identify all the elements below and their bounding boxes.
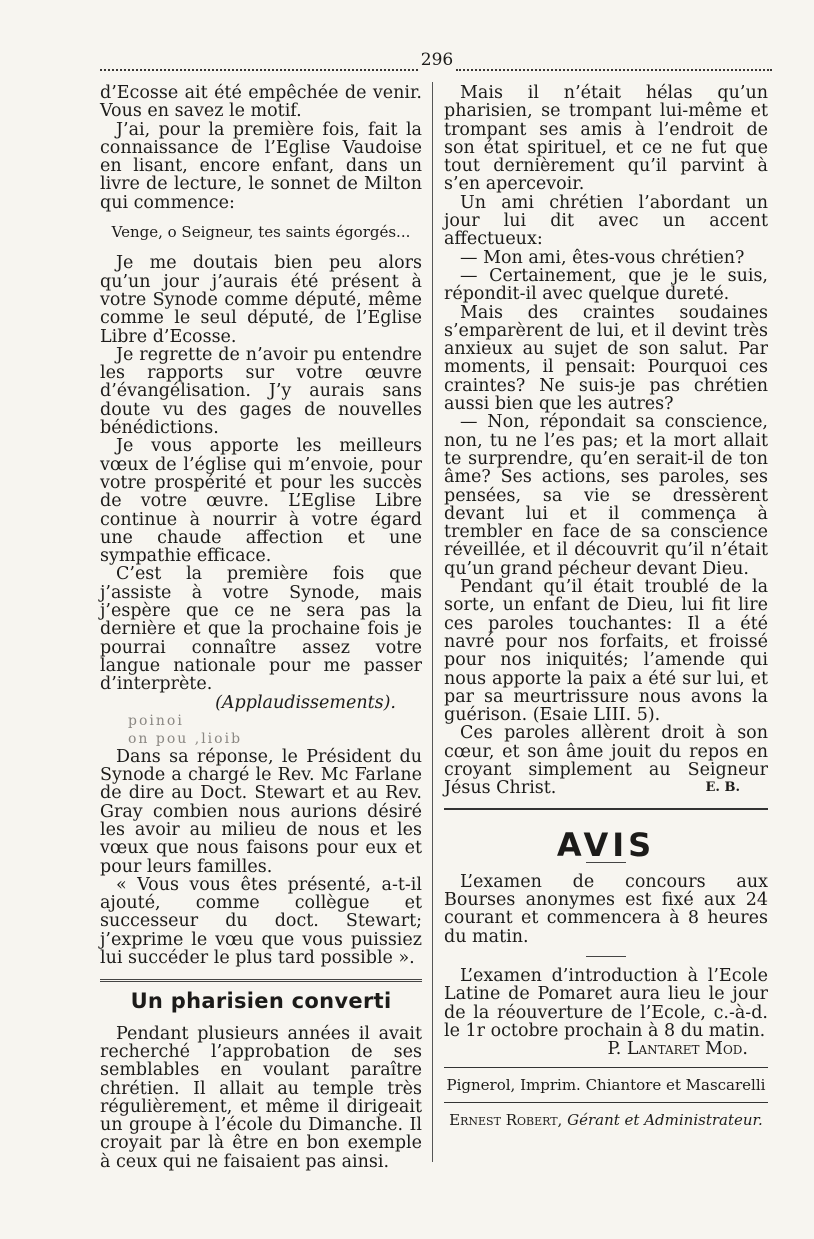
paragraph: — Non, répondait sa conscience, non, tu ne l’es pas; et la mort allait te surprendre, qu’en serait-il de ton âme? Ses actions, ses paroles, ses pensées, sa vie se dressèrent devant lui et il commença à trembler en face de sa conscience réveillée, et il découvrit qu’il n’était qu’un grand pécheur devant Dieu. (444, 412, 768, 579)
imprint-rule (444, 1102, 768, 1103)
paragraph (444, 724, 768, 797)
closing-text: Ces paroles allèrent droit à son cœur, et son âme jouit du repos en croyant simplement au Seigneur Jésus Christ. (444, 723, 768, 799)
dialogue-line: — Certainement, que je le suis, répondit-il avec quelque dureté. (444, 265, 768, 305)
paragraph: C’est la première fois que j’assiste à votre Synode, mais j’espère que ce ne sera pas la dernière et que la prochaine fois je pourrai connaître assez votre langue nationale pour me passer d’interprète. (100, 564, 422, 695)
imprint-rule (444, 1067, 768, 1068)
section-divider (100, 979, 422, 982)
editor-line (444, 1111, 768, 1129)
dialogue-line: — Mon ami, êtes-vous chrétien? (460, 247, 745, 268)
paragraph: J’ai, pour la première fois, fait la connaissance de l’Eglise Vaudoise en lisant, encore enfant, dans un livre de lecture, le sonnet de Milton qui commence: (100, 119, 422, 213)
header-dotted-line-right (456, 69, 772, 71)
avis-rule (444, 808, 768, 810)
paragraph: Je regrette de n’avoir pu entendre les rapports sur votre œuvre d’évangélisation. J’y aurais sans doute vu des gages de nouvelles bénédictions. (100, 344, 422, 439)
paragraph: « Vous vous êtes présenté, a-t-il ajouté, comme collègue et successeur du doct. Stewart; j’exprime le vœu que vous puissiez lui succéder le plus tard possible ». (100, 874, 422, 969)
right-column (444, 84, 768, 1129)
paragraph: Pendant plusieurs années il avait recherché l’approbation de ses semblables en voulant paraître chrétien. Il allait au temple très régulièrement, et même il dirigeait un groupe à l’école du Dimanche. Il croyait par là être en bon exemple à ceux qui ne faisaient pas ainsi. (100, 1023, 422, 1172)
milton-quote: Venge, o Seigneur, tes saints égorgés... (111, 223, 411, 242)
header-dotted-line-left (100, 69, 418, 71)
paragraph: Je vous apporte les meilleurs vœux de l’église qui m’envoie, pour votre prospérité et pour les succès de votre œuvre. L’Eglise Libre continue à nourrir à votre égard une chaude affection et une sympathie efficace. (100, 436, 422, 567)
paragraph: Dans sa réponse, le Président du Synode a chargé le Rev. Mc Farlane de dire au Doct. Stewart et au Rev. Gray combien nous aurions désiré les avoir au milieu de nous et les vœux que nous faisons pour eux et pour leurs familles. (100, 746, 422, 877)
column-divider (432, 82, 433, 1162)
paragraph: Mais des craintes soudaines s’emparèrent de lui, et il devint très anxieux au sujet de son salut. Par moments, il pensait: Pourquoi ces craintes? Ne suis-je pas chrétien aussi bien que les autres? (444, 302, 768, 415)
paragraph: Mais il n’était hélas qu’un pharisien, se trompant lui-même et trompant ses amis à l’endroit de son état spirituel, et ce ne fut que tout dernièrement qu’il parvint à s’en apercevoir. (444, 83, 768, 195)
left-column (100, 84, 422, 1171)
paragraph: Je me doutais bien peu alors qu’un jour j’aurais été présent à votre Synode comme député, même comme le seul député, de l’Eglise Libre d’Ecosse. (100, 253, 422, 347)
bleed-through-text: poinoi (128, 712, 184, 729)
moderator-signature: P. Lantaret Mod. (607, 1039, 748, 1060)
paragraph: Pendant qu’il était troublé de la sorte, un enfant de Dieu, lui fit lire ces paroles touchantes: Il a été navré pour nos forfaits, et froissé pour nos iniquités; l’amende qui nous apporte la paix a été sur lui, et par sa meurtrissure nous avons la guérison. (Esaie LIII. 5). (444, 577, 768, 726)
applause-note: (Applaudissements). (215, 692, 396, 713)
paragraph: d’Ecosse ait été empêchée de venir. Vous en savez le motif. (100, 83, 422, 122)
article-title: Un pharisien converti (130, 989, 392, 1014)
avis-heading: AVIS (556, 825, 656, 864)
short-rule (586, 956, 626, 957)
notice-paragraph: L’examen de concours aux Bourses anonymes est fixé aux 24 courant et commencera à 8 heures du matin. (444, 871, 768, 947)
notice-paragraph: L’examen d’introduction à l’Ecole Latine de Pomaret aura lieu le jour de la réouverture de l’Ecole, c.-à-d. le 1r octobre prochain à 8 du matin. (444, 966, 768, 1041)
printer-line: Pignerol, Imprim. Chiantore et Mascarelli (446, 1075, 766, 1094)
bleed-through-text: on pou ,lioib (128, 730, 243, 747)
editor-role: Gérant et Administrateur. (567, 1110, 763, 1129)
author-initials: E. B. (705, 780, 740, 796)
paragraph: Un ami chrétien l’abordant un jour lui dit avec un accent affectueux: (444, 192, 768, 250)
editor-name: Ernest Robert, (449, 1110, 563, 1129)
page-number: 296 (420, 50, 454, 70)
